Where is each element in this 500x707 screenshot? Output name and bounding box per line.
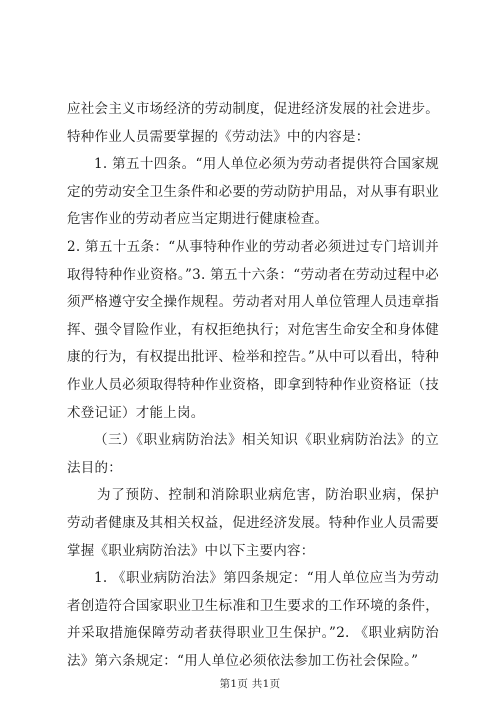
paragraph-article-54: 1. 第五十四条。“用人单位必须为劳动者提供符合国家规定的劳动安全卫生条件和必要的劳动防护用品，对从事有职业危害作业的劳动者应当定期进行健康检查。 [67,156,439,228]
paragraph-article-55-56: 2. 第五十五条：“从事特种作业的劳动者必须进过专门培训并取得特种作业资格。”3. 第五十六条：“劳动者在劳动过程中必须严格遵守安全操作规程。劳动者对用人单位管理人员违章指挥、强令冒险作业，有权拒绝执行；对危害生命安全和身体健康的行为，有权提出批评、检举和控告。”从中可以看出，特种作业人员必须取得特种作业资格，即拿到特种作业资格证（技术登记证）才能上岗。 [67,238,439,421]
page-footer: 第1页 共1页 [219,678,281,690]
document-body [67,96,439,675]
paragraph-occupational-disease-law-heading: （三）《职业病防治法》相关知识《职业病防治法》的立法目的： [67,432,439,476]
paragraph-legislative-purpose: 为了预防、控制和消除职业病危害，防治职业病，保护劳动者健康及其相关权益，促进经济发展。特种作业人员需要掌握《职业病防治法》中以下主要内容： [67,487,439,559]
paragraph-article-4-6: 1. 《职业病防治法》第四条规定：“用人单位应当为劳动者创造符合国家职业卫生标准和卫生要求的工作环境的条件，并采取措施保障劳动者获得职业卫生保护。”2. 《职业病防治法》第六条规定：“用人单位必须依法参加工伤社会保险。” [67,570,439,669]
paragraph-labor-system: 应社会主义市场经济的劳动制度，促进经济发展的社会进步。特种作业人员需要掌握的《劳动法》中的内容是： [67,101,439,145]
